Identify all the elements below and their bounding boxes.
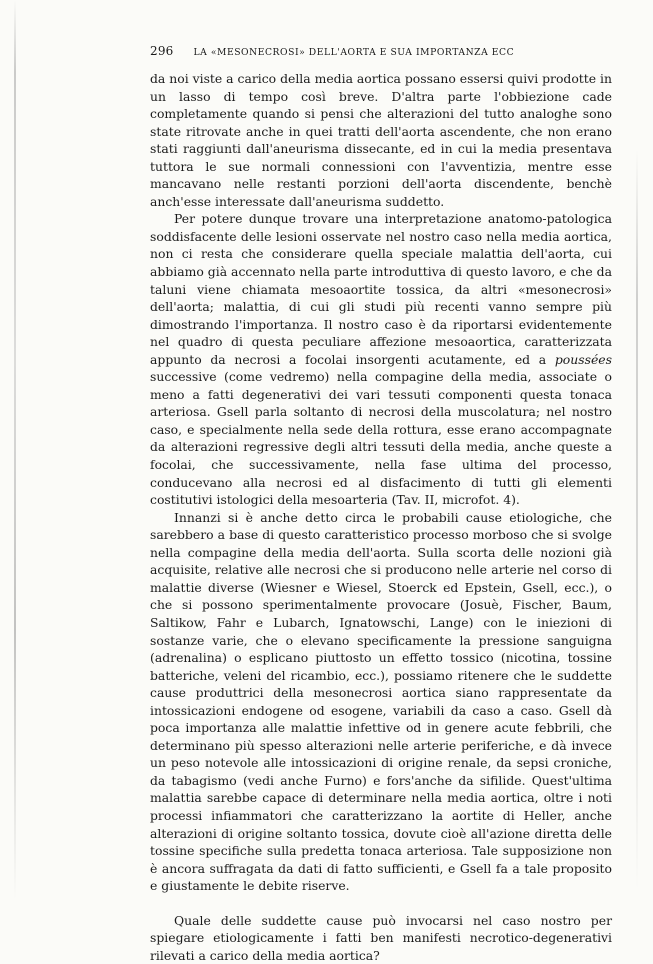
running-title: LA «MESONECROSI» DELL'AORTA E SUA IMPORTANZA ECC [193, 47, 515, 58]
page-header [150, 44, 612, 58]
italic-term: poussées [554, 351, 612, 367]
page-number: 296 [150, 44, 174, 58]
paragraph-interpretation: Per potere dunque trovare una interpretazione anatomo-patologica soddisfacente delle lesioni osservate nel nostro caso nella media aortica, non ci resta che considerare quella speciale malattia dell'aorta, cui abbiamo già accennato nella parte introduttiva di questo lavoro, e che da taluni viene chiamata mesoaortite tossica, da altri «mesonecrosi» dell'aorta; malattia, di cui gli studi più recenti vanno sempre più dimostrando l'importanza. Il nostro caso è da riportarsi evidentemente nel quadro di questa peculiare affezione mesoaortica, caratterizzata appunto da necrosi a focolai insorgenti acutamente, ed a poussées successive (come vedremo) nella compagine della media, associate o meno a fatti degenerativi dei vari tessuti componenti questa tonaca arteriosa. Gsell parla soltanto di necrosi della muscolatura; nel nostro caso, e specialmente nella sede della rottura, esse erano accompagnate da alterazioni regressive degli altri tessuti della media, anche queste a focolai, che successivamente, nella fase ultima del processo, conducevano alla necrosi ed al disfacimento di tutti gli elementi costitutivi istologici della mesoarteria (Tav. II, microfot. 4). [150, 211, 612, 508]
paragraph-question: Quale delle suddette cause può invocarsi nel caso nostro per spiegare etiologicamente i fatti ben manifesti necrotico-degenerativi rilevati a carico della media aortica? [150, 912, 612, 963]
paragraph-etiology: Innanzi si è anche detto circa le probabili cause etiologiche, che sarebbero a base di questo caratteristico processo morboso che si svolge nella compagine della media dell'aorta. Sulla scorta delle nozioni già acquisite, relative alle necrosi che si producono nelle arterie nel corso di malattie diverse (Wiesner e Wiesel, Stoerck ed Epstein, Gsell, ecc.), o che si possono sperimentalmente provocare (Josuè, Fischer, Baum, Saltikow, Fahr e Lubarch, Ignatowschi, Lange) con le iniezioni di sostanze varie, che o elevano specificamente la pressione sanguigna (adrenalina) o esplicano piuttosto un effetto tossico (nicotina, tossine batteriche, veleni del ricambio, ecc.), possiamo ritenere che le suddette cause produttrici della mesonecrosi aortica siano rappresentate da intossicazioni endogene od esogene, variabili da caso a caso. Gsell dà poca importanza alle malattie infettive od in genere acute febbrili, che determinano più spesso alterazioni nelle arterie periferiche, e dà invece un peso notevole alle intossicazioni di origine renale, da sepsi croniche, da tabagismo (vedi anche Furno) e fors'anche da sifilide. Quest'ultima malattia sarebbe capace di determinare nella media aortica, oltre i noti processi infiammatori che caratterizzano la aortite di Heller, anche alterazioni di origine soltanto tossica, dovute cioè all'azione diretta delle tossine specifiche sulla predetta tonaca arteriosa. Tale supposizione non è ancora suffragata da dati di fatto sufficienti, e Gsell fa a tale proposito e giustamente le debite riserve. [150, 509, 612, 894]
paragraph-continuation: da noi viste a carico della media aortica possano essersi quivi prodotte in un lasso di tempo così breve. D'altra parte l'obbiezione cade completamente quando si pensi che alterazioni del tutto analoghe sono state ritrovate anche in quei tratti dell'aorta ascendente, che non erano stati raggiunti dall'aneurisma dissecante, ed in cui la media presentava tuttora le sue normali connessioni con l'avventizia, mentre esse mancavano nelle restanti porzioni dell'aorta discendente, benchè anch'esse interessate dall'aneurisma suddetto. [150, 71, 612, 209]
scan-edge-left [14, 0, 16, 900]
scan-edge-right [636, 150, 638, 890]
body-text [150, 70, 612, 964]
